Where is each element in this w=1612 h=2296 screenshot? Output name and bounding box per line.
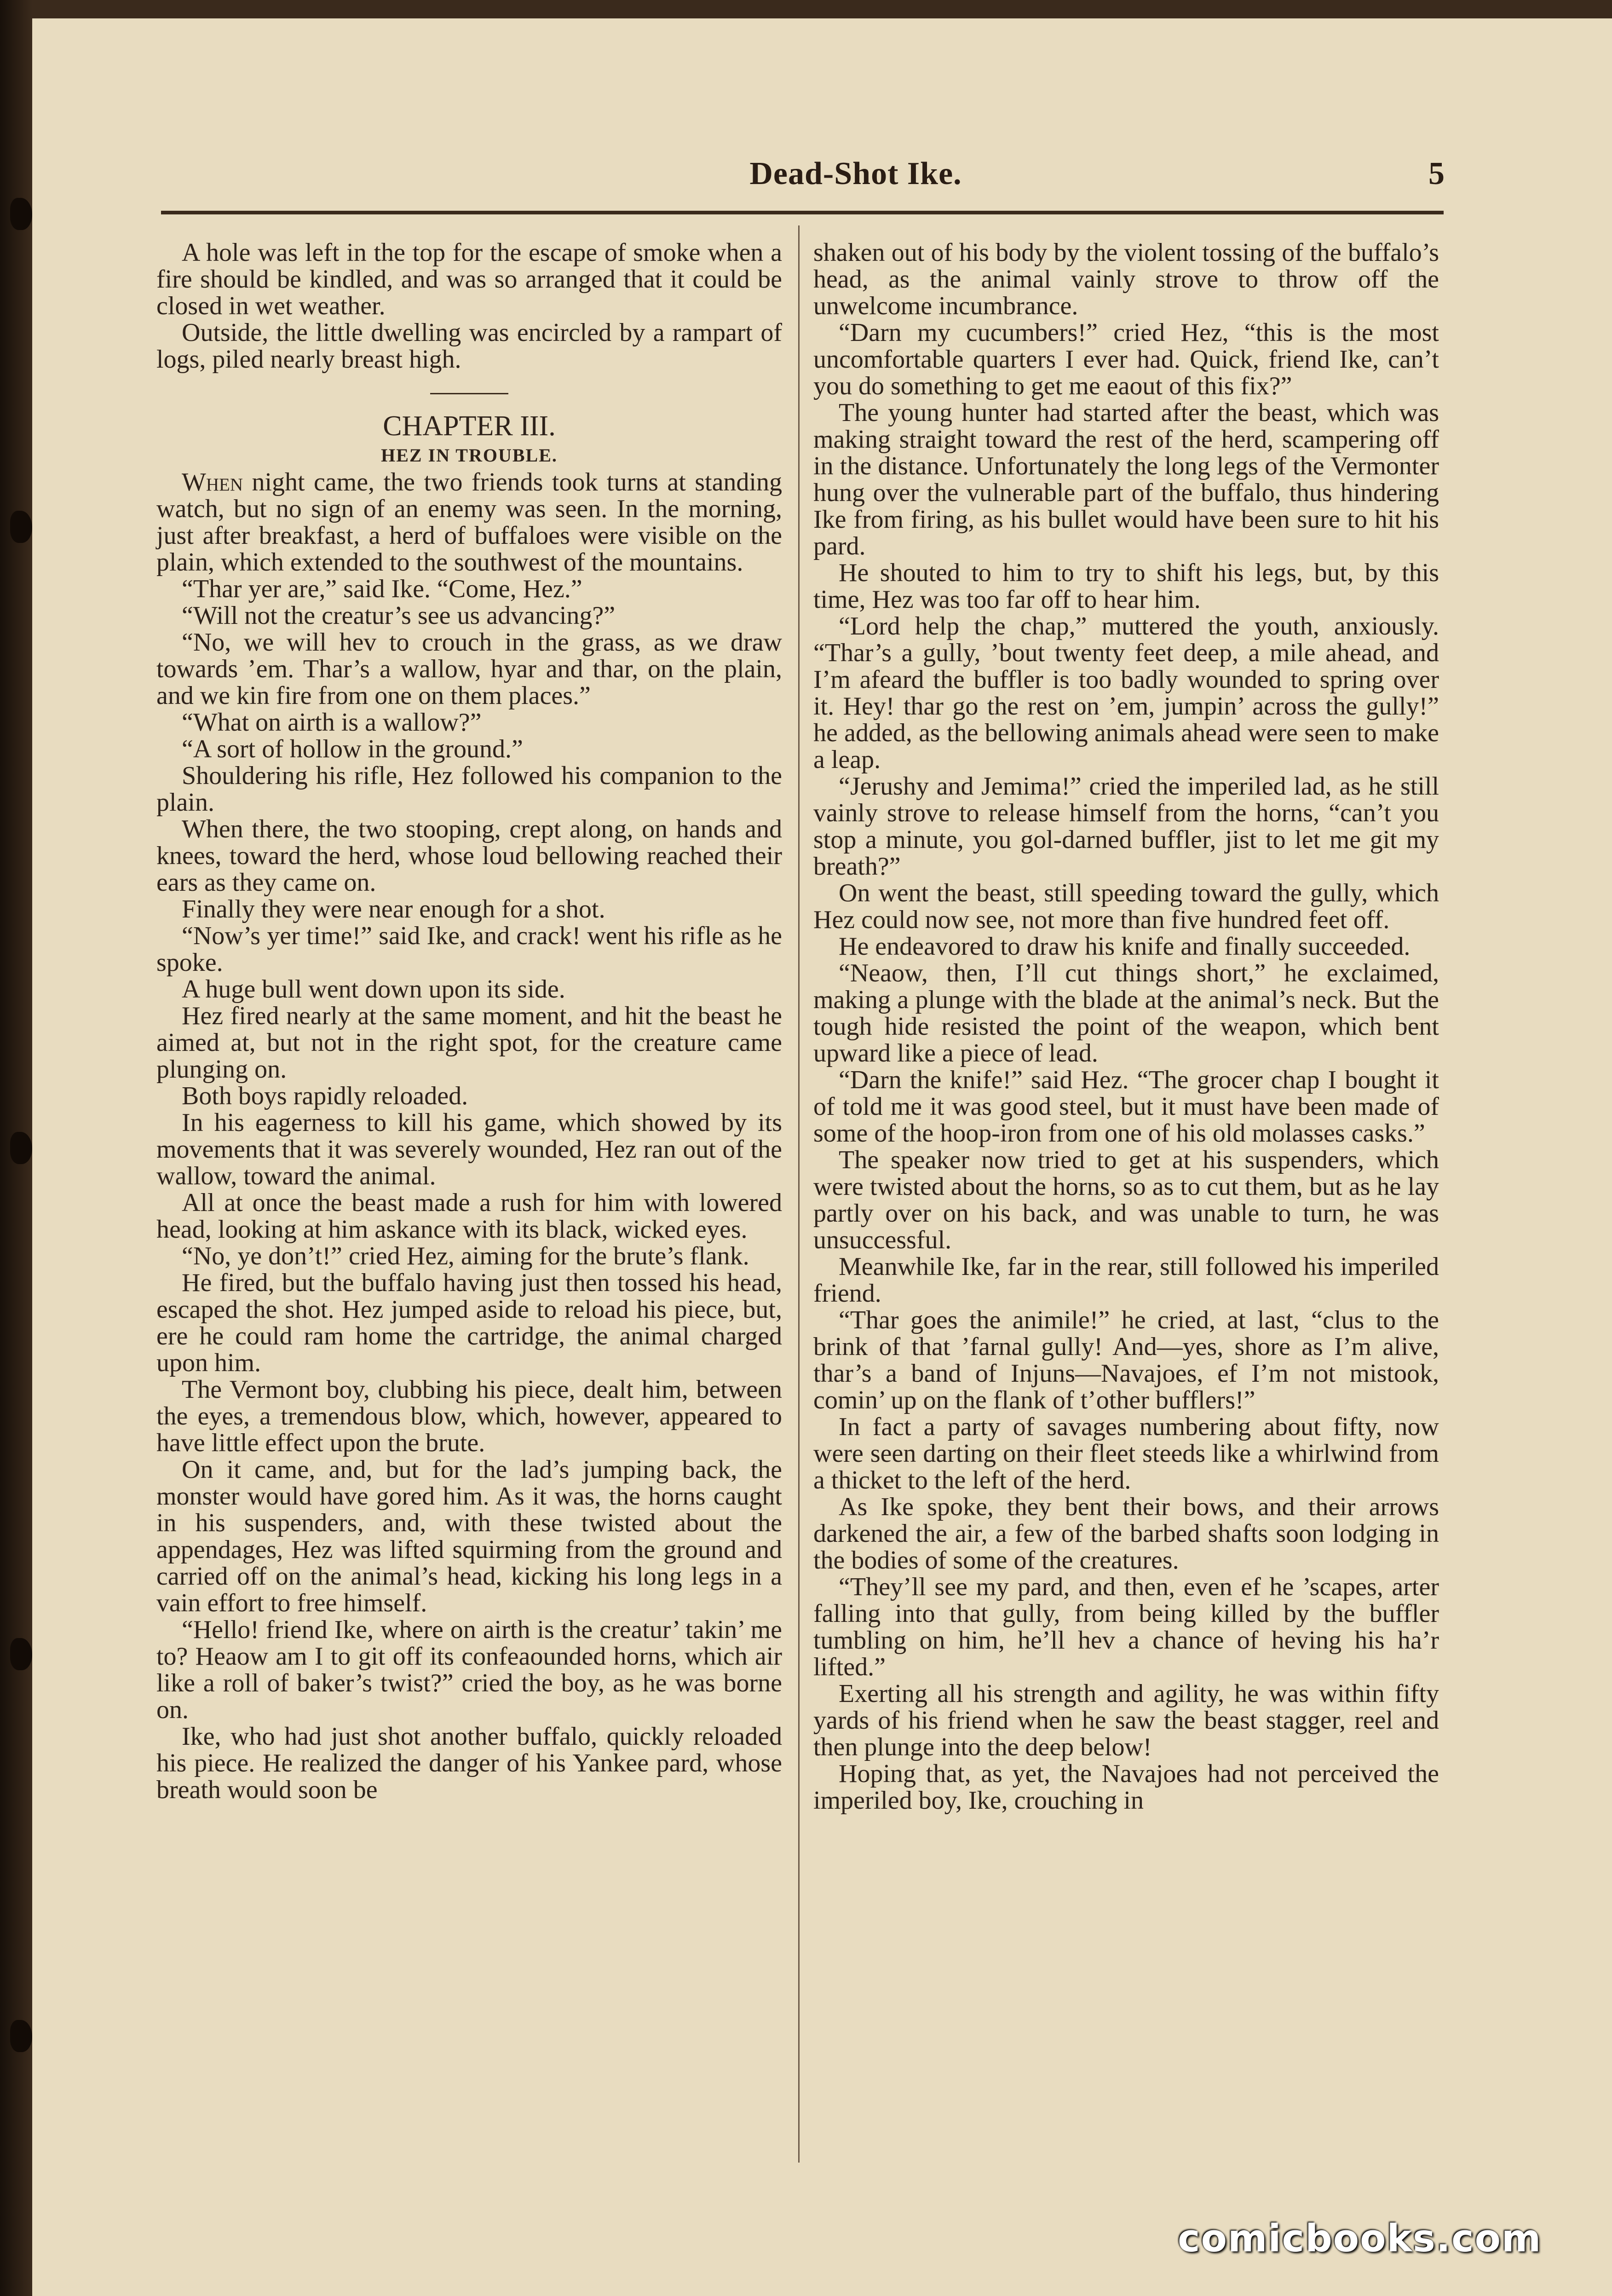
chapter-rule (430, 393, 508, 394)
paragraph: “A sort of hollow in the ground.” (182, 735, 523, 763)
binding-hole (10, 511, 32, 543)
paragraph: On went the beast, still speeding toward the gully, which Hez could now see, not more than five hundred feet off. (813, 879, 1439, 934)
chapter-subtitle: HEZ IN TROUBLE. (381, 445, 558, 466)
paragraph: Shouldering his rifle, Hez followed his companion to the plain. (156, 761, 782, 817)
paragraph: Outside, the little dwelling was encircled by a rampart of logs, piled nearly breast high. (156, 318, 782, 374)
paragraph: Hoping that, as yet, the Navajoes had not perceived the imperiled boy, Ike, crouching in (813, 1759, 1439, 1815)
left-intro-paragraphs (156, 239, 782, 373)
chapter-opening-paragraph (156, 469, 782, 576)
left-body-paragraphs (156, 576, 782, 1803)
paragraph: In fact a party of savages numbering about fifty, now were seen darting on their fleet steeds like a whirlwind from a thicket to the left of the herd. (813, 1413, 1439, 1494)
paragraph: On it came, and, but for the lad’s jumping back, the monster would have gored him. As it was, the horns caught in his suspenders, and, with these twisted about the appendages, Hez was lifted squirming from the ground and carried off on the animal’s head, kicking his long legs in a vain effort to free himself. (156, 1455, 782, 1617)
paragraph: A hole was left in the top for the escape of smoke when a fire should be kindled, and was so arranged that it could be closed in wet weather. (156, 238, 782, 320)
paragraph: “No, ye don’t!” cried Hez, aiming for the brute’s flank. (182, 1242, 749, 1270)
paragraph: Ike, who had just shot another buffalo, quickly reloaded his piece. He realized the danger of his Yankee pard, whose breath would soon be (156, 1722, 782, 1804)
paragraph: He fired, but the buffalo having just then tossed his head, escaped the shot. Hez jumped aside to reload his piece, but, ere he could ram home the cartridge, the animal charged upon him. (156, 1269, 782, 1377)
chapter-title: CHAPTER III. (383, 410, 556, 442)
paragraph: “They’ll see my pard, and then, even ef he ’scapes, arter falling into that gully, from being killed by the buffler tumbling on him, he’ll hev a chance of heving his ha’r lifted.” (813, 1573, 1439, 1681)
binding-hole (10, 1132, 32, 1164)
page-number: 5 (1428, 156, 1445, 191)
column-divider (798, 225, 800, 2163)
paragraph: “Lord help the chap,” muttered the youth, anxiously. “Thar’s a gully, ’bout twenty feet deep, a mile ahead, and I’m afeard the buffler is too badly wounded to spring over it. Hey! thar go the rest on ’em, jumpin’ across the gully!” he added, as the bellowing animals ahead were seen to make a leap. (813, 612, 1439, 774)
paragraph: The young hunter had started after the beast, which was making straight toward the rest of the herd, scampering off in the distance. Unfortunately the long legs of the Vermonter hung over the vulnerable part of the buffalo, thus hindering Ike from firing, as his bullet would have been sure to hit his pard. (813, 398, 1439, 560)
paragraph: “Thar goes the animile!” he cried, at last, “clus to the brink of that ’farnal gully! And—yes, shore as I’m alive, thar’s a band of Injuns—Navajoes, ef I’m not mistook, comin’ up on the flank of t’other bufflers!” (813, 1306, 1439, 1414)
right-column (813, 239, 1439, 1814)
paragraph: In his eagerness to kill his game, which showed by its movements that it was severely wounded, Hez ran out of the wallow, toward the animal. (156, 1108, 782, 1190)
binding-edge (0, 0, 32, 2296)
paragraph: “Neaow, then, I’ll cut things short,” he exclaimed, making a plunge with the blade at the animal’s neck. But the tough hide resisted the point of the weapon, which bent upward like a piece of lead. (813, 959, 1439, 1067)
paragraph: The Vermont boy, clubbing his piece, dealt him, between the eyes, a tremendous blow, which, however, appeared to have little effect upon the brute. (156, 1375, 782, 1457)
opening-word: When (182, 468, 243, 496)
paragraph: As Ike spoke, they bent their bows, and their arrows darkened the air, a few of the barbed shafts soon lodging in the bodies of some of the creatures. (813, 1493, 1439, 1575)
paragraph: Hez fired nearly at the same moment, and hit the beast he aimed at, but not in the right spot, for the creature came plunging on. (156, 1002, 782, 1084)
paragraph: “Darn the knife!” said Hez. “The grocer chap I bought it of told me it was good steel, but it must have been made of some of the hoop-iron from one of his old molasses casks.” (813, 1066, 1439, 1148)
paragraph: A huge bull went down upon its side. (182, 975, 565, 1004)
binding-hole (10, 2020, 32, 2052)
paragraph: The speaker now tried to get at his suspenders, which were twisted about the horns, so as to cut them, but as he lay partly over on his back, and was unable to turn, he was unsuccessful. (813, 1146, 1439, 1254)
paragraph: Both boys rapidly reloaded. (182, 1082, 468, 1110)
paragraph: “Thar yer are,” said Ike. “Come, Hez.” (182, 575, 582, 603)
left-column (156, 239, 782, 1803)
paragraph: “No, we will hev to crouch in the grass, as we draw towards ’em. Thar’s a wallow, hyar and thar, on the plain, and we kin fire from one on them places.” (156, 628, 782, 710)
paragraph: “Will not the creatur’s see us advancing?” (182, 601, 616, 630)
binding-hole (10, 1638, 32, 1670)
paragraph: “Now’s yer time!” said Ike, and crack! went his rifle as he spoke. (156, 922, 782, 977)
paragraph: Finally they were near enough for a shot. (182, 895, 605, 923)
paragraph: When there, the two stooping, crept along, on hands and knees, toward the herd, whose loud bellowing reached their ears as they came on. (156, 815, 782, 897)
running-title: Dead-Shot Ike. (749, 156, 962, 191)
paragraph: He endeavored to draw his knife and finally succeeded. (839, 932, 1410, 961)
header-rule (161, 211, 1444, 214)
paragraph: Exerting all his strength and agility, he was within fifty yards of his friend when he saw the beast stagger, reel and then plunge into the deep below! (813, 1679, 1439, 1761)
paragraph: He shouted to him to try to shift his legs, but, by this time, Hez was too far off to hear him. (813, 559, 1439, 614)
paragraph: “Darn my cucumbers!” cried Hez, “this is the most uncomfortable quarters I ever had. Quick, friend Ike, can’t you do something to get me eaout of this fix?” (813, 318, 1439, 400)
continued-paragraph: shaken out of his body by the violent tossing of the buffalo’s head, as the animal vainly strove to throw off the unwelcome incumbrance. (813, 238, 1439, 320)
opening-text: night came, the two friends took turns at standing watch, but no sign of an enemy was seen. In the morning, just after breakfast, a herd of buffaloes were visible on the plain, which extended to the southwest of the mountains. (156, 468, 782, 577)
paragraph: “What on airth is a wallow?” (182, 708, 482, 737)
paragraph: All at once the beast made a rush for him with lowered head, looking at him askance with its black, wicked eyes. (156, 1188, 782, 1244)
paragraph: “Jerushy and Jemima!” cried the imperiled lad, as he still vainly strove to release himself from the horns, “can’t you stop a minute, you gol-darned buffler, jist to let me git my breath?” (813, 772, 1439, 881)
binding-hole (10, 198, 32, 230)
watermark: comicbooks.com (1178, 2217, 1542, 2261)
paragraph: “Hello! friend Ike, where on airth is the creatur’ takin’ me to? Heaow am I to git off its confeaounded horns, which air like a roll of baker’s twist?” cried the boy, as he was borne on. (156, 1615, 782, 1724)
right-body-paragraphs (813, 319, 1439, 1814)
paragraph: Meanwhile Ike, far in the rear, still followed his imperiled friend. (813, 1252, 1439, 1308)
